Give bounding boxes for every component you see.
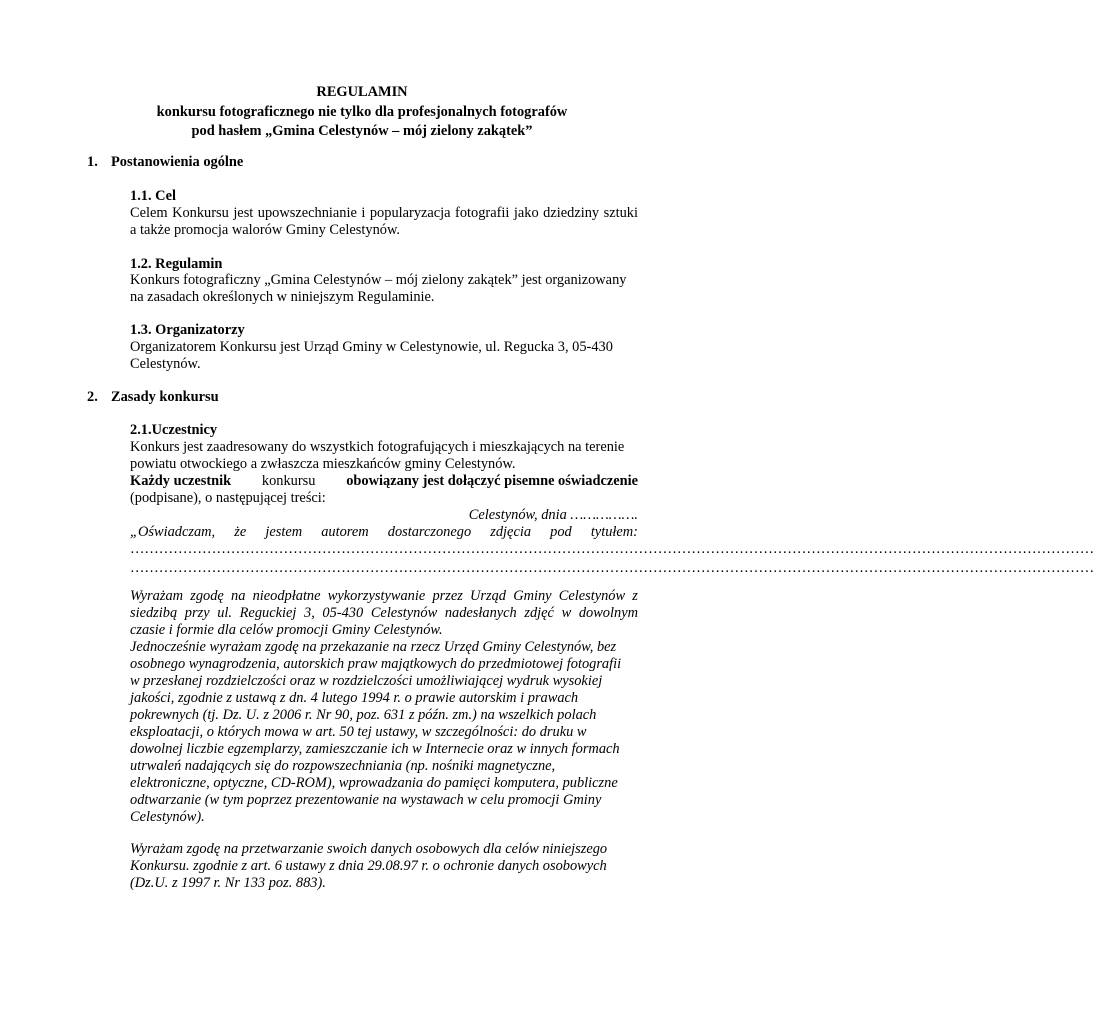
word: Celem	[130, 205, 168, 221]
subsection-1-3-text	[130, 339, 638, 373]
text-line: dowolnej liczbie egzemplarzy, zamieszczanie ich w Internecie oraz w innych formach	[130, 741, 620, 757]
word: w	[561, 605, 572, 621]
word: jako	[513, 205, 539, 221]
text-line: eksploatacji, o których mowa w art. 50 tej ustawy, w szczególności: do druku w	[130, 724, 587, 740]
text-line: Konkurs jest zaadresowany do wszystkich fotografujących i mieszkających na terenie	[130, 439, 625, 455]
document-subtitle-line-1: konkursu fotograficznego nie tylko dla profesjonalnych fotografów	[156, 104, 568, 120]
text-line: w przesłanej rozdzielczości oraz w rozdzielczości umożliwiającej wydruk wysokiej	[130, 673, 603, 689]
text-line: Jednocześnie wyrażam zgodę na przekazanie na rzecz Urzęd Gminy Celestynów, bez	[130, 639, 617, 655]
word: Wyrażam	[130, 588, 184, 604]
word: popularyzacja	[369, 205, 451, 221]
text-line: elektroniczne, optyczne, CD-ROM), wprowadzania do pamięci komputera, publiczne	[130, 775, 618, 791]
dotted-line: …………………………………………………………………………………………………………………………………………………………………………………	[130, 560, 1094, 576]
word: zdjęć	[524, 605, 554, 621]
dotted-line: …………………………………………………………………………………………………………………………………………………………………………………	[130, 541, 1094, 557]
word: jest	[233, 205, 254, 221]
word: Urząd	[470, 588, 506, 604]
bold-phrase: obowiązany jest dołączyć pisemne oświadczenie	[346, 473, 638, 489]
subsection-2-1-title: 2.1.Uczestnicy	[130, 422, 218, 438]
place-and-date-line: Celestynów, dnia …………….	[468, 507, 638, 523]
section-2-number: 2.	[87, 389, 98, 405]
word: zgodę	[190, 588, 224, 604]
document-title: REGULAMIN	[316, 84, 408, 100]
bold-phrase: Każdy uczestnik	[130, 473, 232, 489]
section-1-heading	[87, 154, 243, 171]
text-phrase: konkursu	[261, 473, 316, 489]
text-line: jakości, zgodnie z ustawą z dn. 4 lutego 1994 r. o prawie autorskim i prawach	[130, 690, 579, 706]
text-line: (Dz.U. z 1997 r. Nr 133 poz. 883).	[130, 875, 326, 891]
text-line	[130, 205, 638, 222]
text-line: Celestynów).	[130, 809, 205, 825]
text-line	[130, 588, 638, 605]
text-line: Konkurs fotograficzny „Gmina Celestynów – mój zielony zakątek” jest organizowany	[130, 272, 627, 288]
word: wykorzystywanie	[327, 588, 426, 604]
text-line: Konkursu. zgodnie z art. 6 ustawy z dnia 29.08.97 r. o ochronie danych osobowych	[130, 858, 607, 874]
word: Gminy	[513, 588, 552, 604]
consent-paragraph-1	[130, 588, 638, 639]
subsection-1-1-title: 1.1. Cel	[130, 188, 176, 204]
word: na	[231, 588, 246, 604]
subsection-1-2-title: 1.2. Regulamin	[130, 256, 223, 272]
text-line: utrwaleń nadających się do rozpowszechniania (np. nośniki magnetyczne,	[130, 758, 556, 774]
subsection-2-1-text	[130, 439, 1094, 577]
subsection-1-2-text	[130, 272, 638, 306]
word: sztuki	[603, 205, 638, 221]
section-2-title: Zasady konkursu	[111, 389, 219, 405]
word: przy	[184, 605, 210, 621]
document-subtitle-line-2: pod hasłem „Gmina Celestynów – mój zielony zakątek”	[191, 123, 533, 139]
consent-paragraph-2	[130, 639, 638, 826]
word: 05-430	[322, 605, 364, 621]
word: nieodpłatne	[252, 588, 321, 604]
consent-paragraph-3	[130, 841, 638, 892]
word: fotografii	[455, 205, 510, 221]
text-line: (podpisane), o następującej treści:	[130, 490, 326, 506]
text-line: Celestynów.	[130, 356, 201, 372]
word: nadesłanych	[444, 605, 517, 621]
word: Celestynów	[558, 588, 626, 604]
text-line: na zasadach określonych w niniejszym Regulaminie.	[130, 289, 435, 305]
word: z	[632, 588, 638, 604]
text-line: Wyrażam zgodę na przetwarzanie swoich danych osobowych dla celów niniejszego	[130, 841, 608, 857]
text-line: osobnego wynagrodzenia, autorskich praw majątkowych do przedmiotowej fotografii	[130, 656, 622, 672]
word: Konkursu	[172, 205, 229, 221]
declaration-line: „Oświadczam, że jestem autorem dostarczonego zdjęcia pod tytułem:	[130, 524, 638, 540]
word: i	[361, 205, 366, 221]
text-line: powiatu otwockiego a zwłaszcza mieszkańców gminy Celestynów.	[130, 456, 516, 472]
word: siedzibą	[130, 605, 178, 621]
text-line	[130, 605, 638, 622]
word: Celestynów	[370, 605, 438, 621]
word: dziedziny	[543, 205, 600, 221]
text-line: a także promocja walorów Gminy Celestynów.	[130, 222, 401, 238]
text-line: Organizatorem Konkursu jest Urząd Gminy w Celestynowie, ul. Regucka 3, 05-430	[130, 339, 613, 355]
section-1-number: 1.	[87, 154, 98, 170]
text-line-obligation	[130, 473, 638, 490]
word: dowolnym	[578, 605, 638, 621]
word: przez	[432, 588, 463, 604]
section-1-title: Postanowienia ogólne	[111, 154, 244, 170]
subsection-1-1-text	[130, 205, 638, 239]
word: Reguckiej	[239, 605, 297, 621]
word: 3,	[304, 605, 315, 621]
subsection-1-3-title: 1.3. Organizatorzy	[130, 322, 245, 338]
section-2-heading	[87, 389, 219, 406]
text-line: odtwarzanie (w tym poprzez prezentowanie na wystawach w celu promocji Gminy	[130, 792, 602, 808]
word: upowszechnianie	[257, 205, 357, 221]
text-line: czasie i formie dla celów promocji Gminy Celestynów.	[130, 622, 443, 638]
word: ul.	[217, 605, 233, 621]
text-line: pokrewnych (tj. Dz. U. z 2006 r. Nr 90, poz. 631 z późn. zm.) na wszelkich polach	[130, 707, 597, 723]
